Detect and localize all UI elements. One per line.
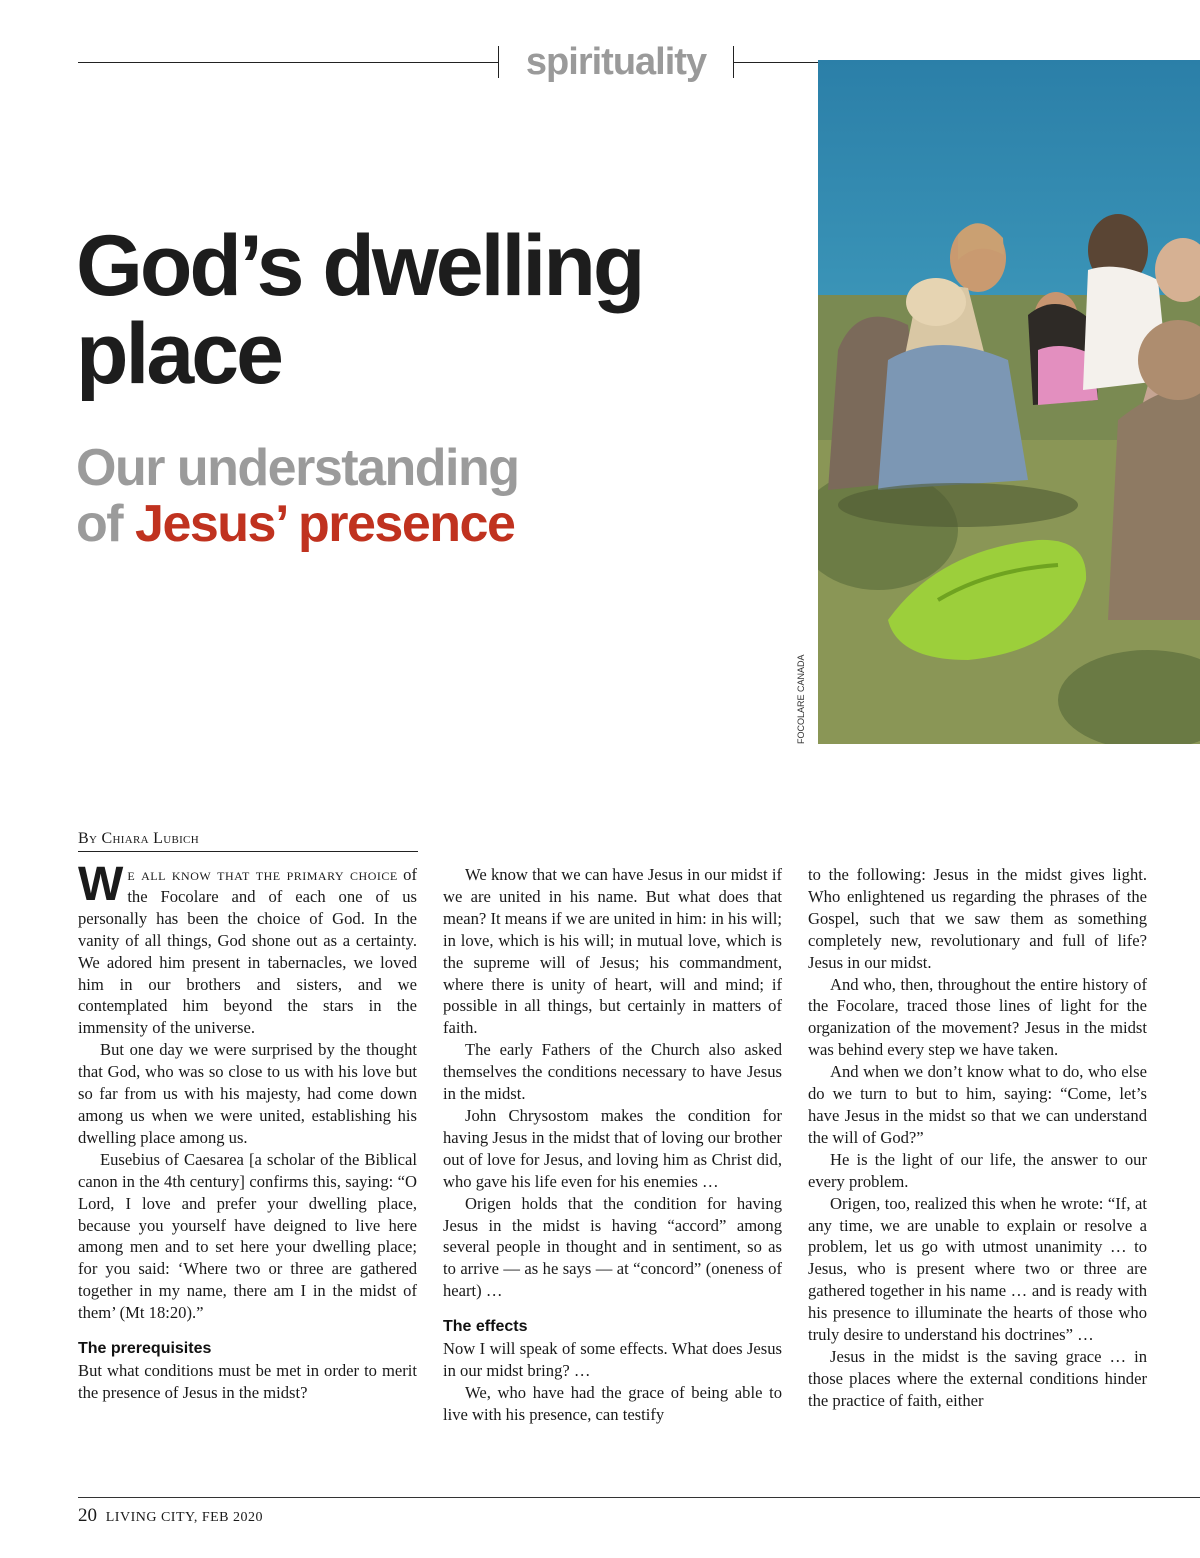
page-number: 20: [78, 1505, 97, 1526]
byline-author: Chiara Lubich: [101, 830, 199, 847]
lead-in: e all know that the primary choice: [127, 865, 398, 884]
paragraph: Now I will speak of some effects. What does Jesus in our midst bring? …: [443, 1339, 782, 1381]
paragraph: to the following: Jesus in the midst gives light. Who enlightened us regarding the phrases of the Gospel, such that we saw them as something completely new, revolutionary and full of life? Jesus in our midst.: [808, 865, 1147, 972]
paragraph: Origen, too, realized this when he wrote: “If, at any time, we are unable to explain or resolve a problem, let us go with utmost unanimity … to Jesus, who is present where two or three are gathered together in his name … and is ready with his presence to illuminate the hearts of those who truly desire to understand his doctrines” …: [808, 1193, 1147, 1345]
article-subtitle: [76, 440, 796, 552]
paragraph: We know that we can have Jesus in our midst if we are united in his name. But what does that mean? It means if we are united in him: in his will; in love, which is his will; in mutual love, which is the supreme will of Jesus; his commandment, where there is unity of heart, will and mind; if possible in all things, but certainly in matters of faith.: [443, 865, 782, 1038]
section-heading: The prerequisites: [78, 1340, 212, 1358]
header-rule-right: [734, 62, 820, 63]
header-tick-left: [498, 46, 499, 78]
section-heading: The effects: [443, 1318, 528, 1336]
photo-credit: FOCOLARE CANADA: [796, 654, 806, 744]
drop-cap: W: [78, 858, 124, 911]
footer-rule: [78, 1497, 1200, 1498]
paragraph: Eusebius of Caesarea [a scholar of the Biblical canon in the 4th century] confirms this, saying: “O Lord, I love and prefer your dwelling place, because you yourself have deigned to live here among men and to set here your dwelling place; for you said: ‘Where two or three are gathered together in my name, there am I in the midst of them’ (Mt 18:20).”: [78, 1149, 417, 1323]
publication-name: LIVING CITY, FEB 2020: [105, 1510, 263, 1525]
paragraph: And when we don’t know what to do, who else do we turn to but to him, saying: “Come, let’s have Jesus in the midst so that we can understand the will of God?”: [808, 1062, 1147, 1147]
subtitle-line-1: Our understanding: [76, 439, 519, 497]
paragraph-text: of the Focolare and of each one of us personally has been the choice of God. In the vanity of all things, God shone out as a certainty. We adored him present in tabernacles, we loved him in our brothers and sisters, and we contemplated him beyond the stars in the immensity of the universe.: [78, 865, 417, 1038]
paragraph: He is the light of our life, the answer to our every problem.: [808, 1149, 1147, 1191]
page-folio: [78, 1505, 263, 1527]
paragraph: And who, then, throughout the entire history of the Focolare, traced those lines of light for the organization of the movement? Jesus in the midst was behind every step we have taken.: [808, 974, 1147, 1060]
paragraph: [78, 858, 417, 1039]
paragraph: We, who have had the grace of being able to live with his presence, can testify: [443, 1382, 782, 1424]
paragraph: John Chrysostom makes the condition for having Jesus in the midst that of loving our brother out of love for Jesus, and loving him as Christ did, who gave his life even for his enemies …: [443, 1105, 782, 1191]
article-photo: [818, 60, 1200, 744]
article-column-1: [78, 858, 417, 1404]
title-line-2: place: [76, 306, 281, 402]
subtitle-prefix: of: [76, 495, 136, 553]
byline: [78, 830, 418, 852]
article-column-2: [443, 864, 782, 1426]
header-rule-left: [78, 62, 498, 63]
paragraph: The early Fathers of the Church also asked themselves the conditions necessary to have Jesus in the midst.: [443, 1040, 782, 1104]
paragraph: But what conditions must be met in order to merit the presence of Jesus in the midst?: [78, 1361, 417, 1402]
article-column-3: [808, 864, 1147, 1412]
paragraph: Jesus in the midst is the saving grace … in those places where the external conditions hinder the practice of faith, either: [808, 1346, 1147, 1410]
subtitle-accent: Jesus’ presence: [135, 495, 515, 553]
article-title: [76, 218, 776, 402]
paragraph: Origen holds that the condition for having Jesus in the midst is having “accord” among several people in thought and in sentiment, so as to arrive — as he says — at “concord” (oneness of heart) …: [443, 1193, 782, 1301]
byline-prefix: By: [78, 830, 102, 847]
paragraph: But one day we were surprised by the thought that God, who was so close to us with his love but so far from us with his majesty, had come down among us when we were united, establishing his dwelling place among us.: [78, 1040, 417, 1147]
section-label: spirituality: [525, 41, 707, 83]
title-line-1: God’s dwelling: [76, 218, 643, 314]
